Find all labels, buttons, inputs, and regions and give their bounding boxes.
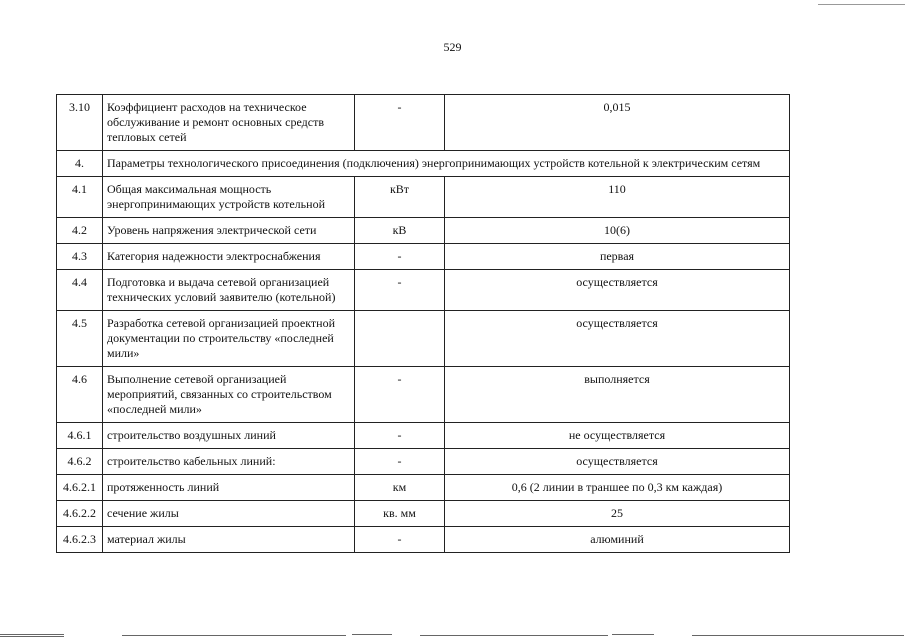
- row-number: 4.: [57, 151, 103, 177]
- row-value: 110: [445, 177, 790, 218]
- scan-edge-mark: [818, 4, 905, 5]
- row-name: строительство кабельных линий:: [103, 449, 355, 475]
- row-name: материал жилы: [103, 527, 355, 553]
- row-value: осуществляется: [445, 311, 790, 367]
- row-number: 3.10: [57, 95, 103, 151]
- row-number: 4.6.2.3: [57, 527, 103, 553]
- table-row-section: [57, 151, 790, 177]
- row-number: 4.5: [57, 311, 103, 367]
- table-row: [57, 423, 790, 449]
- scan-edge-mark: [122, 635, 346, 636]
- section-title: Параметры технологического присоединения (подключения) энергопринимающих устройств котельной к электрическим сетям: [103, 151, 790, 177]
- row-value: 0,6 (2 линии в траншее по 0,3 км каждая): [445, 475, 790, 501]
- table-row: [57, 527, 790, 553]
- table-row: [57, 270, 790, 311]
- table-row: [57, 367, 790, 423]
- row-number: 4.6.1: [57, 423, 103, 449]
- row-name: строительство воздушных линий: [103, 423, 355, 449]
- row-value: алюминий: [445, 527, 790, 553]
- row-name: протяженность линий: [103, 475, 355, 501]
- row-name: Коэффициент расходов на техническое обслуживание и ремонт основных средств тепловых сетей: [103, 95, 355, 151]
- row-unit: -: [355, 95, 445, 151]
- parameters-table: [56, 94, 790, 553]
- table-row: [57, 244, 790, 270]
- table-row: [57, 95, 790, 151]
- row-number: 4.6.2.2: [57, 501, 103, 527]
- table-row: [57, 177, 790, 218]
- row-name: Уровень напряжения электрической сети: [103, 218, 355, 244]
- row-value: 10(6): [445, 218, 790, 244]
- row-name: Общая максимальная мощность энергопринимающих устройств котельной: [103, 177, 355, 218]
- table-row: [57, 218, 790, 244]
- row-unit: -: [355, 527, 445, 553]
- row-number: 4.1: [57, 177, 103, 218]
- table-row: [57, 449, 790, 475]
- scan-edge-mark: [612, 634, 654, 635]
- row-unit: кв. мм: [355, 501, 445, 527]
- row-number: 4.3: [57, 244, 103, 270]
- row-value: 25: [445, 501, 790, 527]
- row-value: выполняется: [445, 367, 790, 423]
- row-unit: -: [355, 244, 445, 270]
- scan-edge-mark: [420, 635, 608, 636]
- row-name: Подготовка и выдача сетевой организацией технических условий заявителю (котельной): [103, 270, 355, 311]
- row-name: Разработка сетевой организацией проектной документации по строительству «последней мили»: [103, 311, 355, 367]
- scan-edge-mark: [352, 634, 392, 635]
- row-number: 4.6.2: [57, 449, 103, 475]
- table-row: [57, 475, 790, 501]
- row-value: первая: [445, 244, 790, 270]
- row-unit: -: [355, 270, 445, 311]
- row-value: осуществляется: [445, 270, 790, 311]
- table-row: [57, 311, 790, 367]
- row-unit: кВ: [355, 218, 445, 244]
- row-value: не осуществляется: [445, 423, 790, 449]
- scan-edge-mark: [0, 636, 64, 637]
- row-name: Выполнение сетевой организацией мероприятий, связанных со строительством «последней мили»: [103, 367, 355, 423]
- row-unit: км: [355, 475, 445, 501]
- row-number: 4.6.2.1: [57, 475, 103, 501]
- row-unit: кВт: [355, 177, 445, 218]
- row-unit: -: [355, 449, 445, 475]
- row-number: 4.2: [57, 218, 103, 244]
- row-number: 4.6: [57, 367, 103, 423]
- row-name: сечение жилы: [103, 501, 355, 527]
- page-number: 529: [443, 40, 462, 54]
- row-value: 0,015: [445, 95, 790, 151]
- row-unit: -: [355, 367, 445, 423]
- scan-edge-mark: [0, 634, 64, 635]
- row-unit: [355, 311, 445, 367]
- row-name: Категория надежности электроснабжения: [103, 244, 355, 270]
- row-value: осуществляется: [445, 449, 790, 475]
- row-unit: -: [355, 423, 445, 449]
- row-number: 4.4: [57, 270, 103, 311]
- table-row: [57, 501, 790, 527]
- scan-edge-mark: [692, 635, 904, 636]
